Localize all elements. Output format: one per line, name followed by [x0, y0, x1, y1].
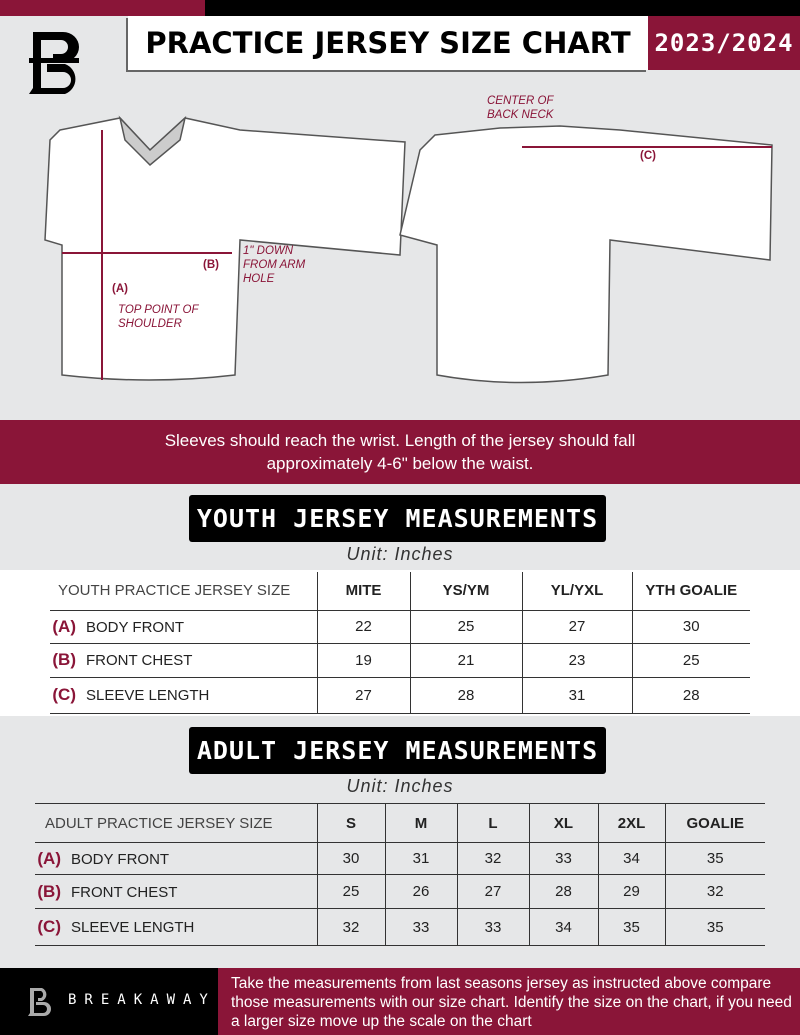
- footer-brand: [0, 968, 218, 1035]
- table-row: (B) FRONT CHEST 25 26 27 28 29 32: [35, 875, 765, 909]
- size-col: M: [385, 804, 457, 843]
- top-dark-bar: [205, 0, 800, 16]
- brand-logo: [25, 28, 95, 98]
- size-col: XL: [529, 804, 598, 843]
- table-row: (A) BODY FRONT 30 31 32 33 34 35: [35, 843, 765, 875]
- size-header: ADULT PRACTICE JERSEY SIZE: [35, 804, 317, 843]
- front-jersey-shape: [45, 118, 405, 380]
- center-back-neck-note: CENTER OF BACK NECK: [487, 95, 554, 121]
- back-jersey-shape: [400, 126, 772, 383]
- youth-title: YOUTH JERSEY MEASUREMENTS: [189, 495, 606, 542]
- adult-title: ADULT JERSEY MEASUREMENTS: [189, 727, 606, 774]
- size-col: 2XL: [598, 804, 665, 843]
- size-header: YOUTH PRACTICE JERSEY SIZE: [50, 572, 317, 610]
- size-col: YTH GOALIE: [632, 572, 750, 610]
- jersey-diagram: [0, 90, 800, 420]
- label-a: (A): [112, 283, 128, 295]
- season-label: 2023/2024: [648, 16, 800, 70]
- size-col: GOALIE: [665, 804, 765, 843]
- label-b: (B): [203, 259, 219, 271]
- brand-name: BREAKAWAY: [68, 992, 216, 1008]
- adult-table: [35, 803, 765, 946]
- table-row: (C) SLEEVE LENGTH 27 28 31 28: [50, 677, 750, 713]
- footer-logo: [27, 986, 53, 1018]
- table-row: (C) SLEEVE LENGTH 32 33 33 34 35 35: [35, 909, 765, 946]
- size-col: YS/YM: [410, 572, 522, 610]
- adult-unit: Unit: Inches: [346, 776, 454, 796]
- title-box: [128, 16, 648, 70]
- table-row: (B) FRONT CHEST 19 21 23 25: [50, 643, 750, 677]
- size-col: YL/YXL: [522, 572, 632, 610]
- shoulder-note: TOP POINT OF SHOULDER: [118, 304, 199, 330]
- size-col: S: [317, 804, 385, 843]
- footer-instructions: Take the measurements from last seasons jersey as instructed above compare those measurements with our size chart. Identify the size on the chart, if you need a larger size move up the scale on the chart: [218, 968, 800, 1035]
- youth-unit: Unit: Inches: [346, 544, 454, 564]
- size-col: MITE: [317, 572, 410, 610]
- armhole-note: 1" DOWN FROM ARM HOLE: [243, 245, 306, 285]
- youth-table: [50, 572, 750, 714]
- size-col: L: [457, 804, 529, 843]
- label-c: (C): [640, 150, 656, 162]
- table-row: (A) BODY FRONT 22 25 27 30: [50, 610, 750, 643]
- fit-notice: Sleeves should reach the wrist. Length of the jersey should fall approximately 4-6" below the waist.: [0, 420, 800, 484]
- top-accent-bar: [0, 0, 205, 16]
- page-title: PRACTICE JERSEY SIZE CHART: [145, 26, 631, 60]
